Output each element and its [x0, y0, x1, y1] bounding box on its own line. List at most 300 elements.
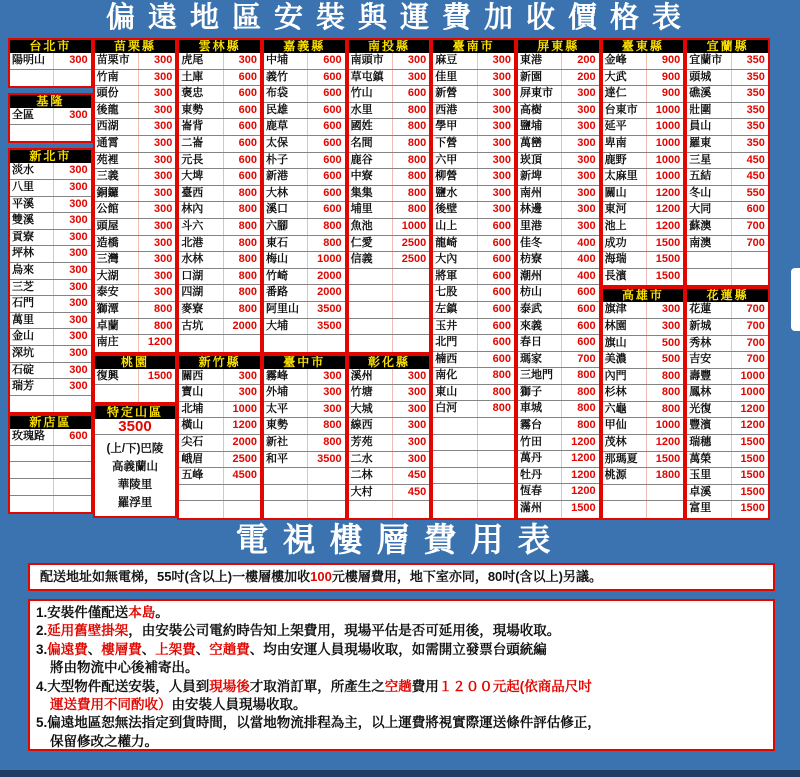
table-row — [603, 369, 684, 386]
table-row-empty — [95, 385, 176, 402]
region-price — [732, 252, 768, 268]
note-segment: 1.安裝件僅配送 — [36, 605, 129, 620]
region-price: 800 — [407, 103, 427, 116]
column-header-xindian: 新店區 — [10, 416, 91, 429]
region-name: 五峰 — [179, 468, 223, 484]
region-name: 池上 — [603, 219, 647, 235]
region-name: 來義 — [518, 319, 562, 335]
region-price: 1000 — [655, 103, 681, 116]
special-price: 3500 — [95, 419, 176, 436]
region-name: 中寮 — [349, 169, 393, 185]
region-name — [433, 484, 477, 500]
region-price — [393, 269, 429, 285]
region-name: 名間 — [349, 136, 393, 152]
region-price: 800 — [661, 386, 681, 399]
note-segment: 本島 — [128, 605, 156, 620]
region-name: 三灣 — [95, 252, 139, 268]
region-price: 300 — [153, 170, 173, 183]
table-row — [264, 302, 345, 319]
region-price: 600 — [323, 103, 342, 116]
column-header-changhua: 彰化縣 — [349, 356, 430, 369]
region-name: 橫山 — [179, 418, 223, 434]
region-price: 300 — [492, 120, 511, 133]
region-name: 大村 — [349, 485, 393, 501]
table-row — [349, 136, 430, 153]
region-price: 600 — [323, 70, 342, 83]
table-row — [687, 336, 768, 353]
region-price: 800 — [238, 203, 257, 216]
region-price: 1500 — [740, 436, 765, 449]
column-header-hualien: 花蓮縣 — [687, 289, 768, 302]
table-row — [687, 435, 768, 452]
table-row — [95, 369, 176, 386]
region-price — [732, 269, 768, 286]
table-row — [264, 53, 345, 70]
region-price: 350 — [746, 54, 765, 66]
region-name — [603, 501, 647, 518]
note-segment: 。 — [155, 605, 169, 620]
note-segment: 保留修改之權力。 — [50, 733, 158, 749]
region-name: 崁頂 — [518, 153, 562, 169]
table-row — [687, 186, 768, 203]
table-row — [687, 468, 768, 485]
region-price: 800 — [238, 302, 257, 315]
column-header-keelung: 基隆 — [10, 95, 91, 108]
region-name — [349, 335, 393, 352]
special-area-line: 華陵里 — [117, 479, 153, 492]
note-segment: 空趟 — [384, 678, 412, 694]
region-price: 700 — [746, 303, 765, 316]
region-price: 1500 — [147, 369, 173, 382]
table-row — [10, 429, 91, 446]
price-column-pingtung — [516, 38, 601, 520]
region-name: 鹽埔 — [518, 119, 562, 135]
region-price: 800 — [577, 402, 596, 415]
table-row — [349, 169, 430, 186]
region-price: 600 — [407, 87, 427, 100]
note-line-7 — [36, 714, 769, 732]
region-price — [54, 125, 90, 142]
table-row — [687, 53, 768, 70]
table-row — [179, 119, 260, 136]
special-area-line: 羅浮里 — [117, 497, 153, 510]
region-name: 大湖 — [95, 269, 139, 285]
region-price — [478, 468, 514, 484]
region-name: 六龜 — [603, 402, 647, 418]
region-price: 4500 — [232, 469, 257, 482]
region-name: 瑞穗 — [687, 435, 731, 451]
table-row — [433, 269, 514, 286]
region-price: 800 — [153, 319, 173, 332]
region-price — [54, 446, 90, 462]
region-price: 800 — [661, 369, 681, 382]
column-header-miaoli: 苗栗縣 — [95, 40, 176, 53]
table-row — [687, 103, 768, 120]
block-nantou — [347, 38, 432, 354]
floor-fee-segment: 元樓層費用，地下室亦同，80吋(含以上)另議。 — [331, 569, 602, 584]
floor-fee-section-title: 電視樓層費用表 — [235, 521, 565, 558]
region-price: 1200 — [655, 203, 681, 216]
table-row — [264, 319, 345, 336]
table-row — [10, 213, 91, 230]
region-price: 300 — [69, 109, 88, 122]
region-name: 通霄 — [95, 136, 139, 152]
region-name: 蘇澳 — [687, 219, 731, 235]
region-name: 桃源 — [603, 468, 647, 484]
table-row — [10, 363, 91, 380]
region-name: 埔里 — [349, 202, 393, 218]
region-price: 400 — [577, 269, 596, 282]
region-name: 關山 — [603, 186, 647, 202]
note-segment: 才取消訂單，所產生之 — [249, 678, 385, 694]
region-price: 800 — [238, 236, 257, 249]
table-row-empty — [433, 451, 514, 468]
region-price: 800 — [238, 219, 257, 232]
region-price — [393, 319, 429, 335]
table-row — [603, 136, 684, 153]
region-name: 二林 — [349, 468, 393, 484]
region-price: 1500 — [655, 269, 681, 282]
region-name: 茂林 — [603, 435, 647, 451]
region-price: 1200 — [147, 336, 173, 349]
table-row — [264, 236, 345, 253]
table-row — [433, 335, 514, 352]
table-row — [264, 418, 345, 435]
table-row — [349, 402, 430, 419]
region-price: 300 — [407, 402, 427, 415]
region-name: 將軍 — [433, 269, 477, 285]
region-name: 獅潭 — [95, 302, 139, 318]
table-row — [95, 202, 176, 219]
table-row — [687, 236, 768, 253]
region-name: 臺西 — [179, 186, 223, 202]
region-price: 300 — [577, 203, 596, 216]
region-name: 高樹 — [518, 103, 562, 119]
table-row — [179, 468, 260, 485]
region-price: 800 — [238, 253, 257, 266]
note-line-4 — [36, 659, 769, 677]
region-price: 300 — [153, 236, 173, 249]
region-price — [308, 485, 344, 501]
region-price: 800 — [492, 385, 511, 398]
region-name: 虎尾 — [179, 53, 223, 69]
region-name: 斗六 — [179, 219, 223, 235]
region-price: 3500 — [317, 452, 342, 465]
region-price: 600 — [323, 153, 342, 166]
table-row — [603, 53, 684, 70]
table-row — [603, 435, 684, 452]
scrollbar-thumb[interactable] — [791, 268, 800, 331]
table-row-empty — [10, 446, 91, 463]
note-segment: 、均由安運人員現場收取，如需開立發票台頭統編 — [249, 641, 547, 657]
region-price: 800 — [407, 186, 427, 199]
region-price: 600 — [323, 186, 342, 199]
region-price: 300 — [69, 54, 88, 66]
note-segment: 、 — [195, 641, 210, 657]
table-row — [518, 252, 599, 269]
region-price: 300 — [407, 452, 427, 465]
region-price: 1000 — [740, 369, 765, 382]
region-name: 陽明山 — [10, 53, 54, 69]
region-name: 太平 — [264, 402, 308, 418]
column-header-chiayi: 嘉義縣 — [264, 40, 345, 53]
region-price: 300 — [69, 197, 88, 210]
region-price — [54, 70, 90, 87]
table-row — [518, 302, 599, 319]
table-row — [10, 180, 91, 197]
region-name: 白河 — [433, 401, 477, 417]
region-price: 1500 — [655, 253, 681, 266]
region-price: 800 — [577, 369, 596, 382]
region-price: 300 — [69, 214, 88, 227]
region-price: 300 — [238, 386, 257, 399]
region-name: 土庫 — [179, 70, 223, 86]
table-row — [264, 70, 345, 87]
region-price: 300 — [407, 419, 427, 432]
region-name: 旗津 — [603, 302, 647, 318]
region-name: 泰武 — [518, 302, 562, 318]
region-price — [139, 385, 175, 402]
table-row — [687, 452, 768, 469]
table-row — [603, 452, 684, 469]
table-row — [10, 53, 91, 70]
table-row — [264, 252, 345, 269]
price-column-yunlin — [177, 38, 262, 520]
region-name: 萬里 — [10, 313, 54, 329]
column-header-kaohsiung: 高雄市 — [603, 289, 684, 302]
table-row — [518, 119, 599, 136]
region-name: 楠西 — [433, 352, 477, 368]
region-name: 東山 — [433, 385, 477, 401]
region-name: 草屯鎮 — [349, 70, 393, 86]
region-name: 長濱 — [603, 269, 647, 286]
block-tainan — [431, 38, 516, 520]
region-price: 800 — [492, 402, 511, 415]
region-price: 800 — [577, 419, 596, 432]
table-row — [264, 86, 345, 103]
region-name: 南化 — [433, 368, 477, 384]
table-row — [349, 252, 430, 269]
block-taitung — [601, 38, 686, 287]
table-row-empty — [10, 479, 91, 496]
table-row — [603, 70, 684, 87]
region-name: 內門 — [603, 369, 647, 385]
table-row-empty — [179, 501, 260, 518]
region-name: 光復 — [687, 402, 731, 418]
region-price: 1500 — [740, 485, 765, 498]
region-price: 600 — [323, 170, 342, 183]
region-price — [478, 501, 514, 518]
region-name: 梅山 — [264, 252, 308, 268]
region-name: 三芝 — [10, 280, 54, 296]
region-price: 300 — [492, 153, 511, 166]
region-price: 300 — [492, 70, 511, 83]
region-name: 柳營 — [433, 169, 477, 185]
region-name: 六甲 — [433, 153, 477, 169]
region-price: 800 — [238, 186, 257, 199]
table-row-empty — [179, 485, 260, 502]
region-name: 銅鑼 — [95, 186, 139, 202]
region-price: 800 — [323, 419, 342, 432]
region-name — [264, 485, 308, 501]
floor-fee-segment: 100 — [310, 569, 332, 584]
region-price: 300 — [69, 180, 88, 193]
region-name: 龍崎 — [433, 236, 477, 252]
note-segment: 樓層費 — [101, 641, 142, 657]
table-row — [518, 136, 599, 153]
table-row — [603, 86, 684, 103]
region-price: 900 — [661, 87, 681, 100]
region-name — [10, 496, 54, 513]
region-name: 六腳 — [264, 219, 308, 235]
table-row — [264, 435, 345, 452]
region-name: 泰安 — [95, 285, 139, 301]
table-row — [179, 385, 260, 402]
table-row-empty — [603, 485, 684, 502]
region-price: 800 — [153, 302, 173, 315]
table-row — [179, 452, 260, 469]
table-row-empty — [349, 302, 430, 319]
region-name: 富里 — [687, 501, 731, 518]
table-row — [95, 136, 176, 153]
region-name: 中埔 — [264, 53, 308, 69]
region-name — [95, 385, 139, 402]
region-name: 平溪 — [10, 197, 54, 213]
region-price: 300 — [577, 103, 596, 116]
region-name: 西湖 — [95, 119, 139, 135]
column-header-taipei: 台北市 — [10, 40, 91, 53]
table-row — [95, 70, 176, 87]
table-row-empty — [264, 501, 345, 518]
region-price — [224, 335, 260, 352]
table-row — [349, 86, 430, 103]
region-price: 1500 — [655, 236, 681, 249]
region-price: 1500 — [571, 502, 596, 515]
region-name — [264, 468, 308, 484]
table-row — [603, 468, 684, 485]
table-row — [687, 369, 768, 386]
region-price: 800 — [407, 153, 427, 166]
region-price: 800 — [407, 203, 427, 216]
table-row — [349, 53, 430, 70]
table-row — [95, 169, 176, 186]
region-name: 冬山 — [687, 186, 731, 202]
region-price: 200 — [577, 70, 596, 83]
table-row — [349, 119, 430, 136]
region-name: 新城 — [687, 319, 731, 335]
region-price — [647, 501, 683, 518]
region-name: 大埤 — [179, 169, 223, 185]
region-name: 外埔 — [264, 385, 308, 401]
table-row — [518, 451, 599, 468]
region-price: 600 — [492, 336, 511, 349]
region-price — [224, 485, 260, 501]
region-price: 600 — [238, 70, 257, 83]
region-price: 1200 — [740, 419, 765, 432]
table-row — [433, 302, 514, 319]
table-row — [349, 485, 430, 502]
region-price: 600 — [238, 136, 257, 149]
region-price — [54, 479, 90, 495]
note-line-6 — [36, 696, 769, 714]
floor-fee-segment: 配送地址如無電梯，55吋(含以上)一樓層樓加收 — [40, 569, 311, 584]
table-row-empty — [687, 252, 768, 269]
region-name: 大埔 — [264, 319, 308, 335]
region-price: 800 — [323, 219, 342, 232]
region-price: 800 — [238, 286, 257, 299]
region-name: 南庄 — [95, 335, 139, 352]
region-price: 300 — [153, 103, 173, 116]
region-name: 瑞芳 — [10, 379, 54, 395]
region-name: 玉井 — [433, 319, 477, 335]
table-row — [264, 153, 345, 170]
table-row — [433, 285, 514, 302]
region-name: 褒忠 — [179, 86, 223, 102]
table-row — [264, 186, 345, 203]
region-name: 太保 — [264, 136, 308, 152]
block-miaoli — [93, 38, 178, 354]
note-line-1 — [36, 604, 769, 622]
table-row — [433, 202, 514, 219]
region-price — [393, 501, 429, 518]
region-price: 600 — [238, 87, 257, 100]
note-line-8 — [36, 733, 769, 751]
table-row — [95, 103, 176, 120]
table-row — [518, 236, 599, 253]
region-price: 800 — [661, 402, 681, 415]
note-segment: 偏遠費 — [47, 641, 88, 657]
region-name: 線西 — [349, 418, 393, 434]
table-row — [518, 418, 599, 435]
region-name: 仁愛 — [349, 236, 393, 252]
region-name — [603, 485, 647, 501]
region-name: 大武 — [603, 70, 647, 86]
region-name: 二崙 — [179, 136, 223, 152]
region-price: 300 — [238, 54, 257, 66]
region-name: 霧峰 — [264, 369, 308, 385]
region-name — [433, 418, 477, 434]
region-name: 北埔 — [179, 402, 223, 418]
region-price: 1200 — [655, 436, 681, 449]
region-price: 600 — [492, 286, 511, 299]
region-price: 1200 — [571, 435, 596, 448]
table-row — [349, 468, 430, 485]
region-price: 1200 — [571, 485, 596, 498]
region-name: 枋寮 — [518, 252, 562, 268]
table-row — [179, 136, 260, 153]
table-row — [603, 119, 684, 136]
table-row — [10, 163, 91, 180]
region-price: 300 — [153, 286, 173, 299]
region-name: 恆春 — [518, 484, 562, 500]
region-price: 300 — [69, 346, 88, 359]
region-name: 玉里 — [687, 468, 731, 484]
table-row — [603, 252, 684, 269]
region-name: 頭城 — [687, 70, 731, 86]
region-price: 350 — [746, 70, 765, 83]
region-price: 700 — [746, 336, 765, 349]
region-name: 元長 — [179, 153, 223, 169]
region-name: 四湖 — [179, 285, 223, 301]
region-name: 林園 — [603, 319, 647, 335]
table-row — [518, 153, 599, 170]
region-name: 學甲 — [433, 119, 477, 135]
region-name: 卓溪 — [687, 485, 731, 501]
region-price: 600 — [238, 103, 257, 116]
region-name: 東石 — [264, 236, 308, 252]
table-row — [179, 53, 260, 70]
table-row — [179, 219, 260, 236]
